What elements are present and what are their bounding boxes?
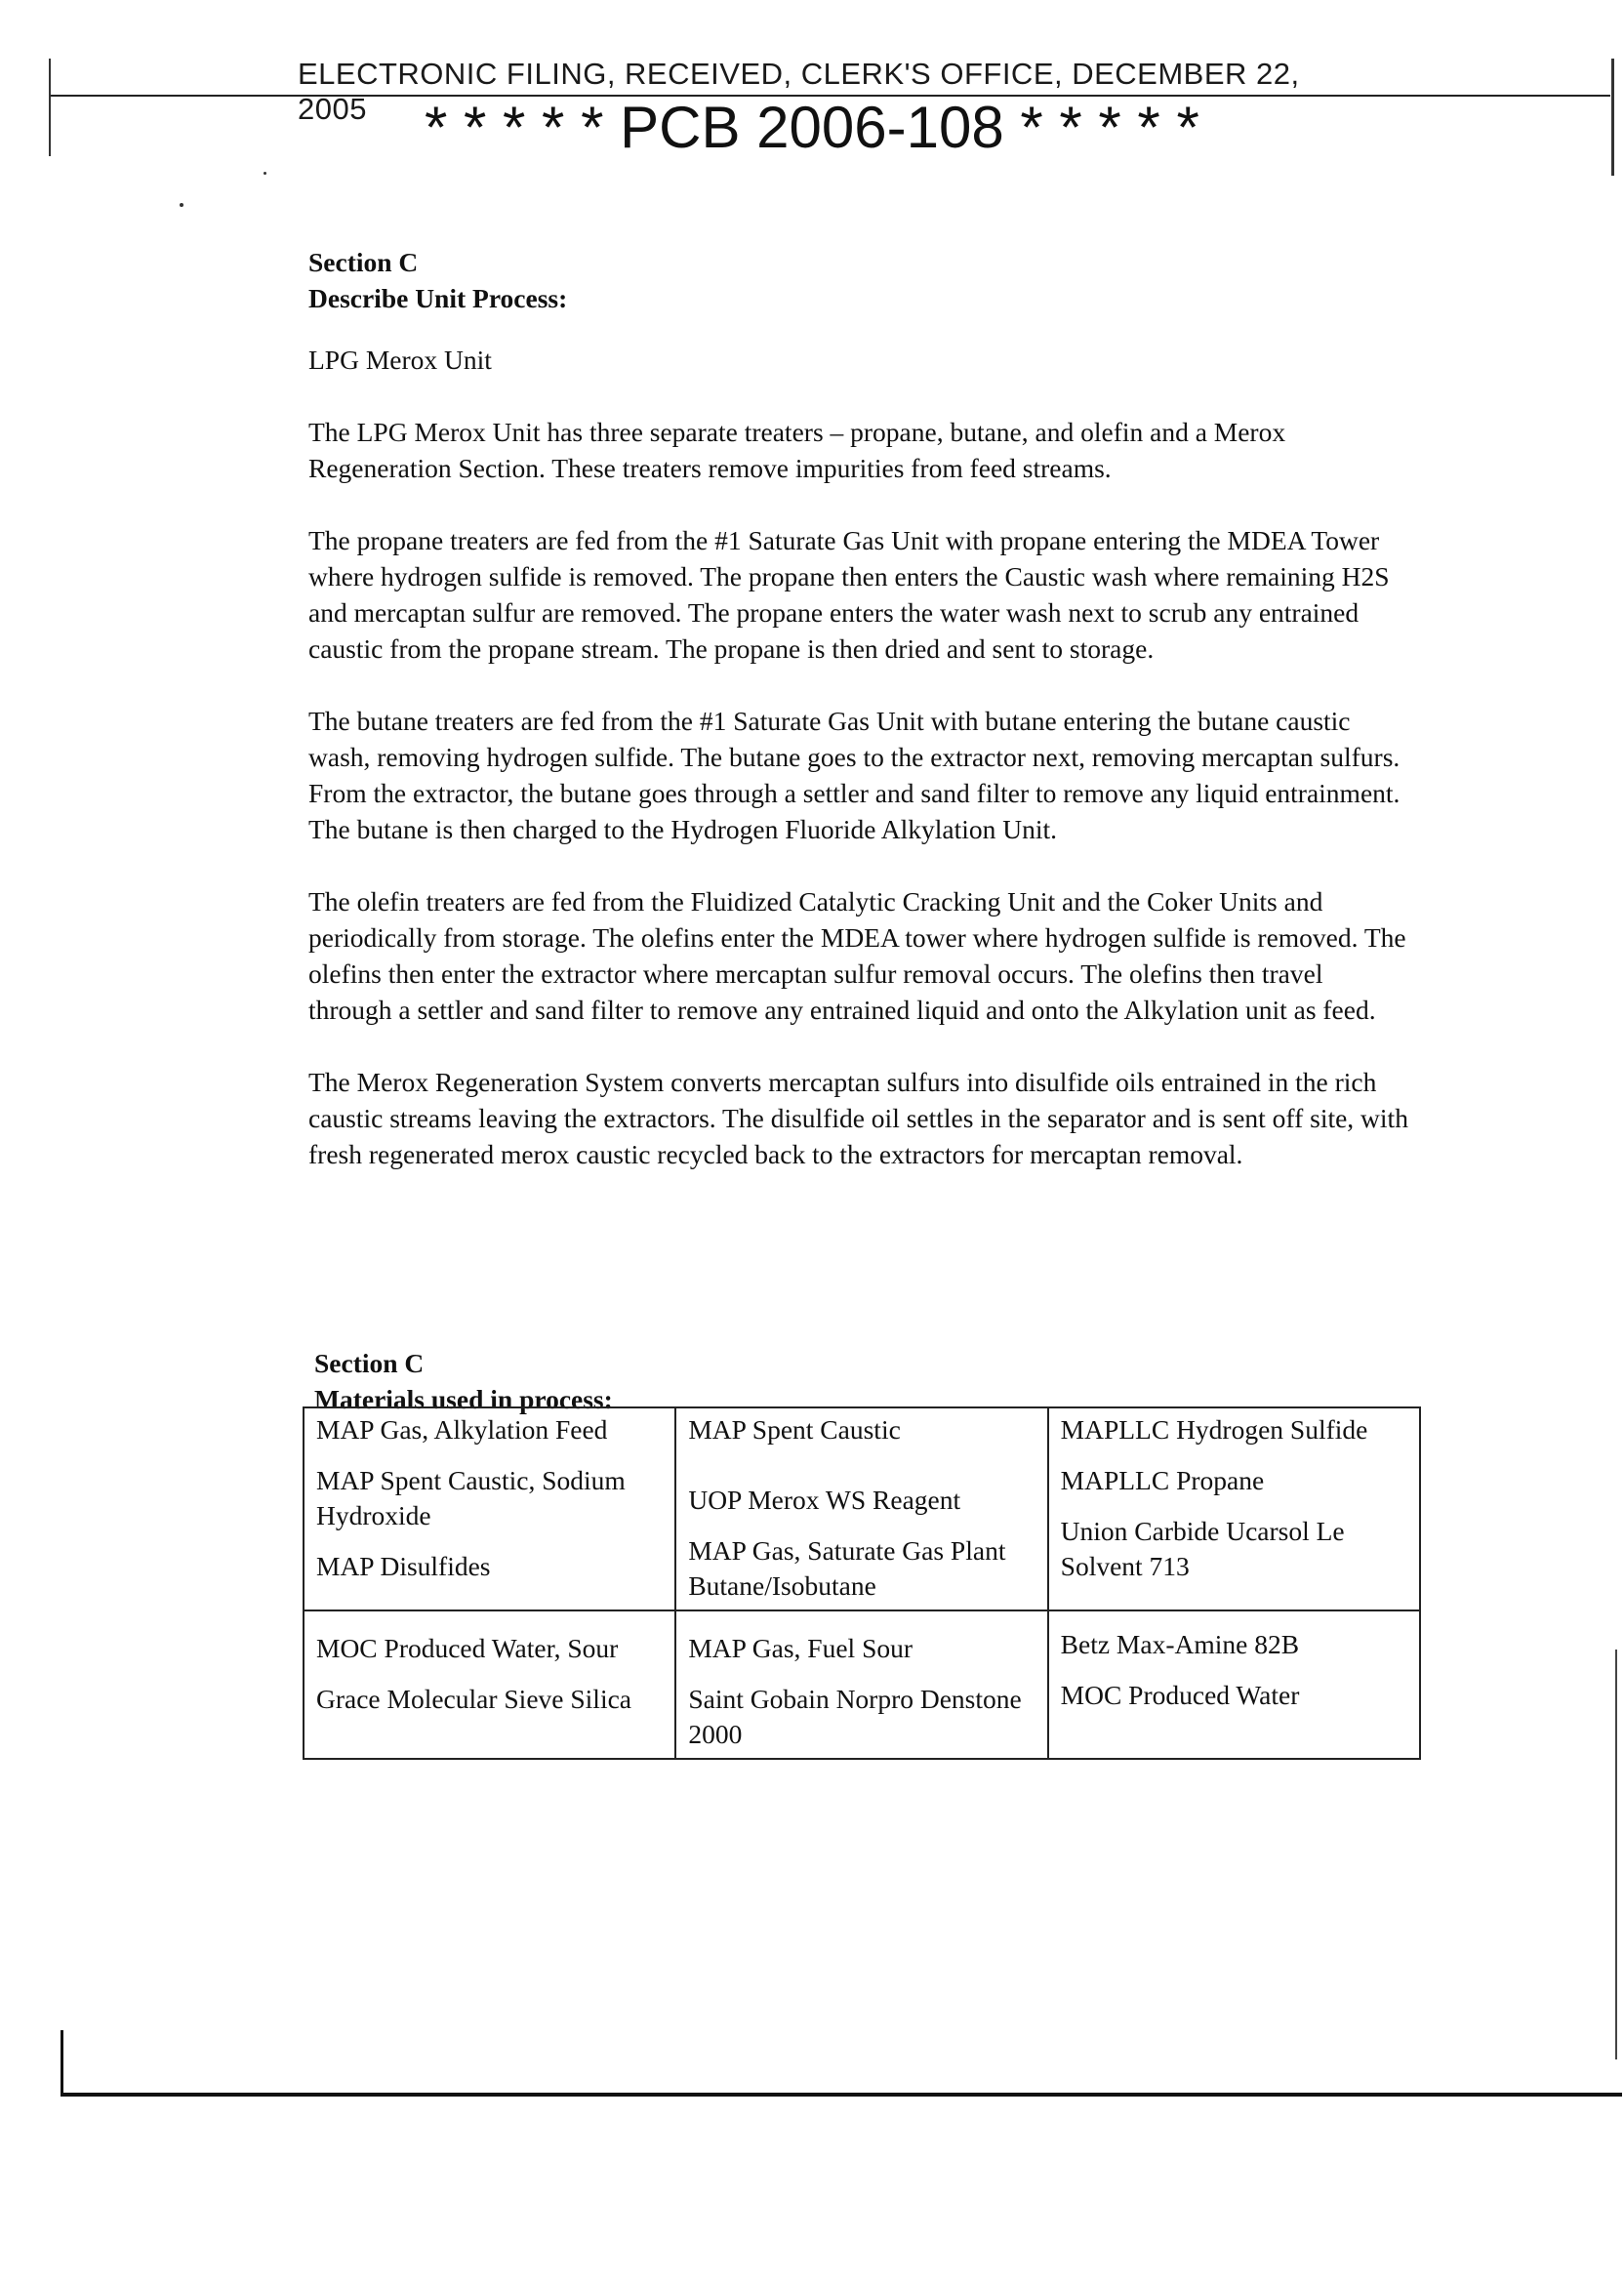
table-cell bbox=[675, 1610, 1047, 1759]
paragraph: The Merox Regeneration System converts mercaptan sulfurs into disulfide oils entrained in the rich caustic streams leaving the extractors. The disulfide oil settles in the separator and is sent off site, with fresh regenerated merox caustic recycled back to the extractors for mercaptan removal. bbox=[308, 1067, 1408, 1169]
table-row bbox=[304, 1407, 1420, 1610]
materials-table bbox=[303, 1406, 1421, 1760]
table-cell bbox=[675, 1407, 1047, 1610]
material-item: MAP Gas, Fuel Sour bbox=[688, 1633, 914, 1663]
section-label: Section C bbox=[308, 247, 419, 277]
material-item: MAPLLC Hydrogen Sulfide bbox=[1060, 1414, 1368, 1445]
material-item: MOC Produced Water bbox=[1060, 1680, 1300, 1710]
material-item: Saint Gobain Norpro Denstone 2000 bbox=[688, 1684, 1022, 1749]
table-cell bbox=[304, 1610, 675, 1759]
material-item: Union Carbide Ucarsol Le Solvent 713 bbox=[1060, 1516, 1345, 1581]
unit-process-section bbox=[308, 244, 1411, 1172]
material-item: MOC Produced Water, Sour bbox=[316, 1633, 619, 1663]
case-number: * * * * * PCB 2006-108 * * * * * bbox=[425, 95, 1199, 160]
material-item: UOP Merox WS Reagent bbox=[688, 1485, 961, 1515]
material-item: MAPLLC Propane bbox=[1060, 1465, 1265, 1495]
table-cell bbox=[1048, 1407, 1420, 1610]
section-label: Section C bbox=[314, 1348, 425, 1378]
unit-name: LPG Merox Unit bbox=[308, 345, 492, 375]
paragraph: The butane treaters are fed from the #1 Saturate Gas Unit with butane entering the butane caustic wash, removing hydrogen sulfide. The butane goes to the extractor next, removing mercaptan sulfurs. From the extractor, the butane goes through a settler and sand filter to remove any liquid entrainment. The butane is then charged to the Hydrogen Fluoride Alkylation Unit. bbox=[308, 706, 1401, 844]
material-item: MAP Spent Caustic bbox=[688, 1414, 901, 1445]
material-item: MAP Disulfides bbox=[316, 1551, 491, 1581]
material-item: MAP Spent Caustic, Sodium Hydroxide bbox=[316, 1465, 626, 1530]
material-item: MAP Gas, Alkylation Feed bbox=[316, 1414, 608, 1445]
section-title: Describe Unit Process: bbox=[308, 283, 568, 313]
material-item: MAP Gas, Saturate Gas Plant Butane/Isobutane bbox=[688, 1535, 1006, 1601]
scan-speck bbox=[264, 172, 266, 175]
table-cell bbox=[304, 1407, 675, 1610]
scan-border-bottom-left bbox=[61, 2030, 63, 2097]
table-row bbox=[304, 1610, 1420, 1759]
material-item: Grace Molecular Sieve Silica bbox=[316, 1684, 631, 1714]
table-cell bbox=[1048, 1610, 1420, 1759]
material-item: Betz Max-Amine 82B bbox=[1060, 1629, 1300, 1659]
scan-border-right-lower bbox=[1615, 1650, 1617, 2059]
paragraph: The olefin treaters are fed from the Fluidized Catalytic Cracking Unit and the Coker Units and periodically from storage. The olefins enter the MDEA tower where hydrogen sulfide is removed. The olefins then enter the extractor where mercaptan sulfur removal occurs. The olefins then travel through a settler and sand filter to remove any entrained liquid and onto the Alkylation unit as feed. bbox=[308, 886, 1406, 1025]
section-title: Materials used in process: bbox=[314, 1384, 613, 1414]
scan-speck bbox=[180, 203, 183, 207]
filing-stamp: ELECTRONIC FILING, RECEIVED, CLERK'S OFFICE, DECEMBER 22, 2005 bbox=[298, 57, 1300, 126]
scan-border-bottom bbox=[61, 2093, 1622, 2097]
scan-border-left bbox=[49, 59, 51, 156]
paragraph: The propane treaters are fed from the #1 Saturate Gas Unit with propane entering the MDEA Tower where hydrogen sulfide is removed. The propane then enters the Caustic wash where remaining H2S and mercaptan sulfur are removed. The propane enters the water wash next to scrub any entrained caustic from the propane stream. The propane is then dried and sent to storage. bbox=[308, 525, 1390, 664]
paragraph: The LPG Merox Unit has three separate treaters – propane, butane, and olefin and a Merox Regeneration Section. These treaters remove impurities from feed streams. bbox=[308, 417, 1286, 483]
scan-border-right bbox=[1611, 59, 1614, 176]
